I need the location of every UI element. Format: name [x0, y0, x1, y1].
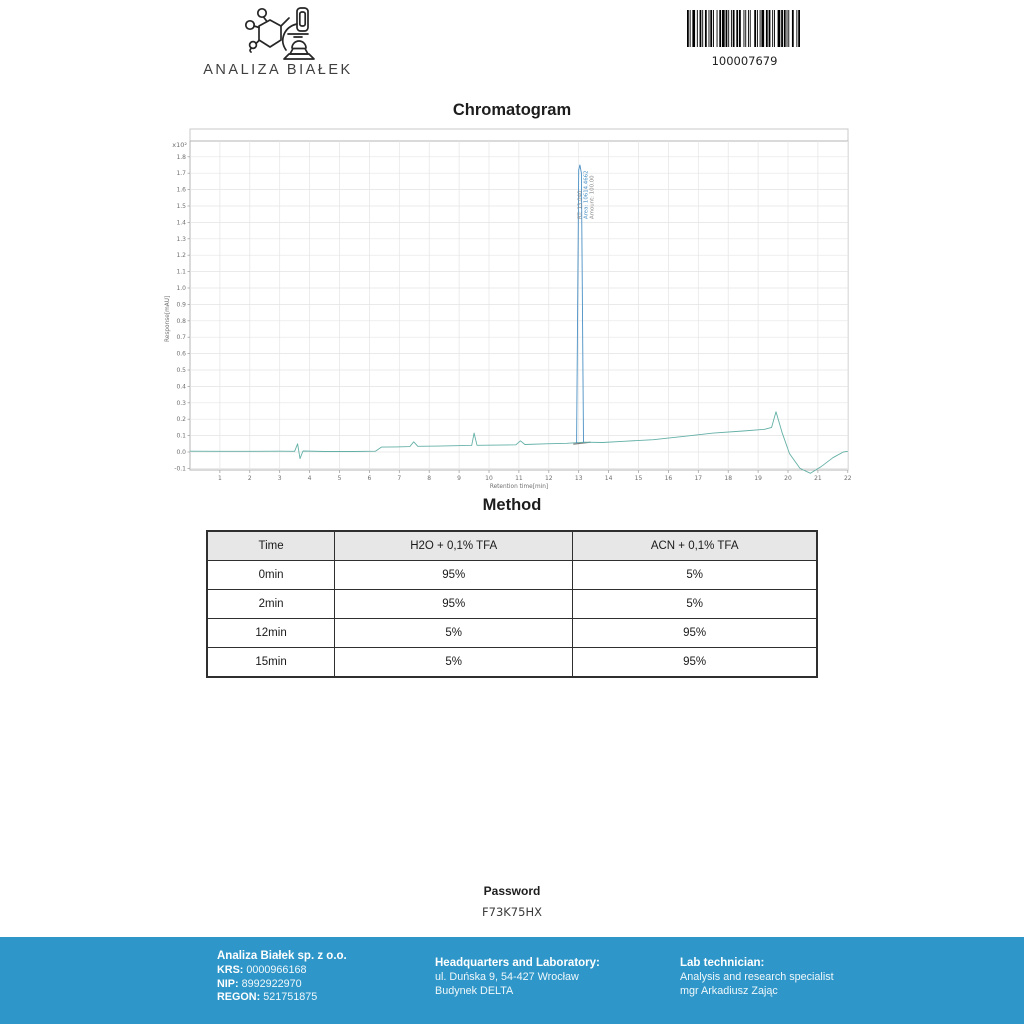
footer-technician-title: Lab technician: [680, 957, 765, 969]
svg-text:1: 1 [217, 475, 222, 482]
chromatogram-chart [160, 124, 860, 496]
company-logo-text: ANALIZA BIAŁEK [203, 62, 353, 78]
svg-text:0.7: 0.7 [176, 334, 186, 342]
method-table-cell: 95% [573, 619, 817, 648]
method-table-cell: 0min [207, 561, 335, 590]
method-table-cell: 95% [335, 590, 573, 619]
method-heading: Method [482, 496, 542, 514]
footer-technician-line: mgr Arkadiusz Zając [680, 984, 778, 997]
barcode-bars [687, 10, 800, 47]
y-axis-title: Response[mAU] [165, 295, 171, 342]
svg-text:8: 8 [427, 475, 432, 482]
footer-company-column [217, 950, 347, 1005]
svg-text:22: 22 [843, 475, 852, 482]
svg-text:21: 21 [814, 475, 822, 482]
method-table-cell: 5% [335, 619, 573, 648]
method-table-cell: 5% [573, 561, 817, 590]
footer-headquarters-title: Headquarters and Laboratory: [435, 957, 600, 969]
footer-company-name: Analiza Białek sp. z o.o. [217, 950, 347, 962]
method-table-cell: 15min [207, 648, 335, 678]
svg-text:0.2: 0.2 [176, 416, 186, 424]
chart-top-band [190, 129, 848, 141]
method-table-cell: 95% [335, 561, 573, 590]
svg-text:20: 20 [784, 475, 792, 482]
svg-text:1.6: 1.6 [176, 186, 186, 194]
svg-text:15: 15 [634, 475, 643, 482]
svg-text:0.1: 0.1 [176, 432, 186, 440]
password-label: Password [483, 884, 541, 898]
svg-text:0.8: 0.8 [176, 317, 186, 325]
svg-text:Amount: 100.00: Amount: 100.00 [589, 175, 596, 219]
chromatogram-heading: Chromatogram [452, 101, 572, 119]
method-table-header-row [207, 531, 817, 561]
barcode-number: 100007679 [711, 54, 778, 68]
svg-text:13: 13 [574, 475, 583, 482]
footer-address-line: ul. Duńska 9, 54-427 Wrocław [435, 971, 579, 983]
footer-address-line: Budynek DELTA [435, 984, 514, 997]
svg-text:18: 18 [724, 475, 733, 482]
svg-text:1.3: 1.3 [176, 235, 186, 243]
company-logo [218, 4, 338, 66]
y-scale-multiplier-label: x10² [172, 141, 187, 149]
method-table-cell: 5% [573, 590, 817, 619]
svg-text:3: 3 [277, 475, 282, 482]
password-value: F73K75HX [482, 905, 542, 919]
svg-text:10: 10 [485, 475, 493, 482]
svg-text:14: 14 [604, 475, 613, 482]
svg-text:11: 11 [515, 475, 523, 482]
svg-text:1.1: 1.1 [176, 268, 186, 276]
svg-text:4: 4 [307, 475, 312, 482]
method-table-cell: 2min [207, 590, 335, 619]
svg-text:0.0: 0.0 [176, 449, 186, 456]
svg-text:1.0: 1.0 [176, 285, 186, 292]
method-column-header: Time [207, 531, 335, 561]
svg-text:1.8: 1.8 [176, 153, 186, 161]
barcode [687, 10, 800, 51]
svg-text:0.5: 0.5 [176, 367, 186, 374]
svg-text:17: 17 [694, 475, 703, 482]
method-table-cell: 12min [207, 619, 335, 648]
method-table-row [207, 648, 817, 678]
svg-text:0.4: 0.4 [176, 383, 186, 391]
svg-text:12: 12 [544, 475, 553, 482]
svg-text:9: 9 [457, 475, 462, 482]
svg-text:1.4: 1.4 [176, 219, 186, 227]
method-table-row [207, 619, 817, 648]
method-column-header: H2O + 0,1% TFA [335, 531, 573, 561]
molecule-microscope-icon [218, 4, 338, 62]
svg-text:0.3: 0.3 [176, 399, 186, 407]
svg-text:RT: 13.040: RT: 13.040 [577, 190, 584, 219]
footer-headquarters-column [435, 957, 600, 998]
svg-text:1.7: 1.7 [176, 170, 186, 178]
svg-text:1.2: 1.2 [176, 252, 186, 260]
svg-text:16: 16 [664, 475, 673, 482]
footer-company-line: KRS: 0000966168 [217, 964, 307, 976]
svg-text:1.5: 1.5 [176, 203, 186, 210]
svg-text:0.6: 0.6 [176, 350, 186, 358]
svg-text:2: 2 [247, 475, 252, 482]
method-table-row [207, 590, 817, 619]
svg-text:0.9: 0.9 [176, 301, 186, 309]
footer-company-line: NIP: 8992922970 [217, 977, 302, 990]
svg-text:7: 7 [397, 475, 402, 482]
method-table-cell: 95% [573, 648, 817, 678]
svg-text:19: 19 [754, 475, 762, 482]
method-column-header: ACN + 0,1% TFA [573, 531, 817, 561]
footer-company-line: REGON: 521751875 [217, 991, 318, 1003]
method-table-cell: 5% [335, 648, 573, 678]
svg-text:5: 5 [337, 475, 342, 482]
footer-technician-line: Analysis and research specialist [680, 971, 834, 983]
svg-text:6: 6 [367, 475, 372, 482]
method-table-row [207, 561, 817, 590]
x-axis-title: Retention time[min] [489, 484, 549, 490]
svg-text:Area: 10614.4662: Area: 10614.4662 [583, 170, 590, 219]
method-table [206, 530, 818, 678]
svg-text:-0.1: -0.1 [174, 465, 186, 473]
footer-technician-column [680, 957, 834, 998]
footer [0, 937, 1024, 1024]
